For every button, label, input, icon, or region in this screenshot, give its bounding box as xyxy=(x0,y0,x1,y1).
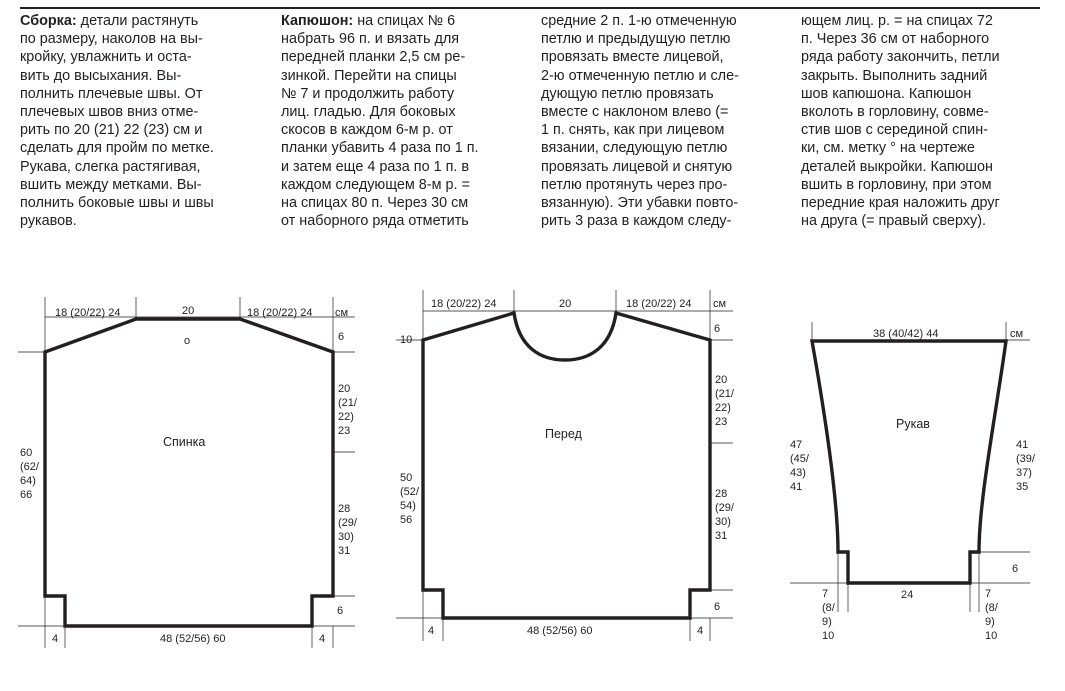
sleeve-cuff-right-label: 7 (8/ 9) 10 xyxy=(985,588,998,642)
front-shoulder-left-label: 18 (20/22) 24 xyxy=(431,298,497,310)
back-unit-label: см xyxy=(335,307,349,319)
front-armhole-label: 20 (21/ 22) 23 xyxy=(715,374,734,428)
sleeve-title: Рукав xyxy=(896,417,930,431)
back-shoulder-right-label: 18 (20/22) 24 xyxy=(247,307,313,319)
front-neck-label: 20 xyxy=(559,298,572,310)
front-title: Перед xyxy=(545,427,582,441)
back-rib-right-label: 4 xyxy=(319,633,326,645)
back-rib-height-label: 6 xyxy=(337,605,344,617)
back-side-label: 28 (29/ 30) 31 xyxy=(338,503,357,557)
sleeve-length-right-label: 41 (39/ 37) 35 xyxy=(1016,439,1035,493)
text-column-hood: Капюшон: на спицах № 6 набрать 96 п. и вязать для передней планки 2,5 см ре- зинкой. Перейти на спицы № 7 и продолжить работу лиц. гладью. Для боковых скосов в каждом 6-м р. от планки убавить 4 раза по 1 п. и затем еще 4 раза по 1 п. в каждом следующем 8-м р. = на спицах 80 п. Через 30 см от наборного ряда отметить xyxy=(281,13,479,230)
front-piece-diagram xyxy=(396,290,737,641)
back-piece-diagram xyxy=(18,297,360,648)
sleeve-cuff-height-label: 6 xyxy=(1012,563,1019,575)
sleeve-length-left-label: 47 (45/ 43) 41 xyxy=(790,439,809,493)
back-shoulder-left-label: 18 (20/22) 24 xyxy=(55,307,121,319)
sleeve-top-width-label: 38 (40/42) 44 xyxy=(873,328,939,340)
front-side-label: 28 (29/ 30) 31 xyxy=(715,488,734,542)
front-slope-label: 6 xyxy=(714,323,721,335)
text-column-assembly: Сборка: детали растянуть по размеру, наколов на вы- кройку, увлажнить и оста- вить до высыхания. Вы- полнить плечевые швы. От плечевых швов вниз отме- рить по 20 (21) 22 (23) см и сделать для пройм по метке. Рукава, слегка растягивая, вшить между метками. Вы- полнить боковые швы и швы рукавов. xyxy=(20,13,214,230)
sleeve-cuff-left-label: 7 (8/ 9) 10 xyxy=(822,588,835,642)
sleeve-unit-label: см xyxy=(1010,328,1024,340)
back-width-label: 48 (52/56) 60 xyxy=(160,633,226,645)
back-title: Спинка xyxy=(163,435,206,449)
front-unit-label: см xyxy=(713,298,727,310)
front-outline xyxy=(423,313,710,618)
front-length-label: 50 (52/ 54) 56 xyxy=(400,472,419,526)
back-outline xyxy=(45,319,333,626)
text-column-hood-continued: средние 2 п. 1-ю отмеченную петлю и предыдущую петлю провязать вместе лицевой, 2-ю отмеченную петлю и сле- дующую петлю провязать вместе с наклоном влево (= 1 п. снять, как при лицевом вязании, следующую петлю провязать лицевой и снятую петлю протянуть через про- вязанную). Эти убавки повто- рить 3 раза в каждом следу- xyxy=(541,13,739,230)
back-length-label: 60 (62/ 64) 66 xyxy=(20,447,39,501)
back-neck-mark: о xyxy=(184,335,191,347)
back-slope-label: 6 xyxy=(338,331,345,343)
front-rib-right-label: 4 xyxy=(697,625,704,637)
front-rib-height-label: 6 xyxy=(714,601,721,613)
back-rib-left-label: 4 xyxy=(52,633,59,645)
front-shoulder-right-label: 18 (20/22) 24 xyxy=(626,298,692,310)
sleeve-outline xyxy=(812,341,1006,583)
back-armhole-label: 20 (21/ 22) 23 xyxy=(338,383,357,437)
text-column-hood-finish: ющем лиц. р. = на спицах 72 п. Через 36 см от наборного ряда работу закончить, петли закрыть. Выполнить задний шов капюшона. Капюшон вколоть в горловину, совме- стив шов с серединой спин- ки, см. метку ° на чертеже деталей выкройки. Капюшон вшить в горловину, при этом передние края наложить друг на друга (= правый сверху). xyxy=(801,13,1000,230)
back-neck-label: 20 xyxy=(182,305,195,317)
sleeve-piece-diagram xyxy=(790,322,1038,642)
front-width-label: 48 (52/56) 60 xyxy=(527,625,593,637)
front-rib-left-label: 4 xyxy=(428,625,435,637)
front-neck-depth-label: 10 xyxy=(400,334,413,346)
sleeve-cuff-width-label: 24 xyxy=(901,589,914,601)
